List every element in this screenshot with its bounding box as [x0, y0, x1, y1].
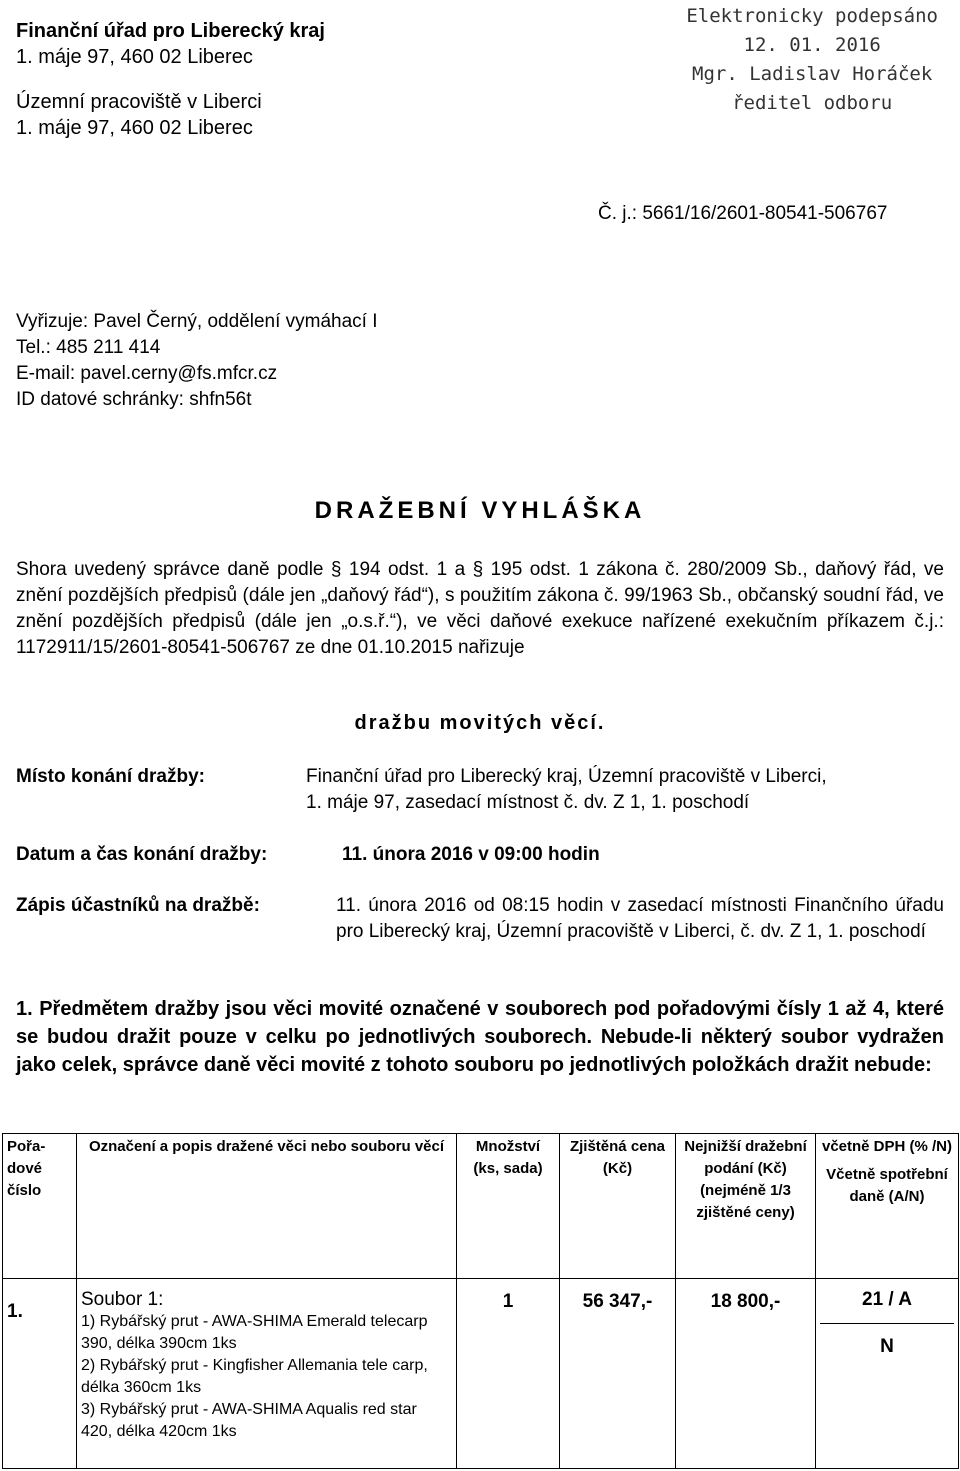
signature-role: ředitel odboru: [732, 92, 893, 114]
office-address: 1. máje 97, 460 02 Liberec: [16, 46, 253, 68]
signature-name: Mgr. Ladislav Horáček: [692, 63, 933, 85]
row-description: [77, 1279, 457, 1469]
auction-subject-paragraph: 1. Předmětem dražby jsou věci movité označené v souborech pod pořadovými čísly 1 až 4, které se budou dražit pouze v celku po jednotlivých souborech. Nebude-li některý soubor vydražen jako celek, správce daně věci movité z tohoto souboru po jednotlivých položkách dražit nebude:: [16, 998, 944, 1076]
row-price: 56 347,-: [560, 1279, 676, 1469]
lot-item: 2) Rybářský prut - Kingfisher Allemania tele carp, délka 360cm 1ks: [81, 1357, 428, 1396]
contact-handler: Vyřizuje: Pavel Černý, oddělení vymáhací I: [16, 311, 378, 332]
lot-item: 1) Rybářský prut - AWA-SHIMA Emerald telecarp 390, délka 390cm 1ks: [81, 1313, 428, 1352]
row-number: 1.: [3, 1279, 77, 1469]
venue-line-2: 1. máje 97, zasedací místnost č. dv. Z 1, 1. poschodí: [306, 792, 750, 813]
table-row: [3, 1279, 959, 1469]
contact-block: [16, 309, 378, 413]
row-excise: N: [820, 1323, 954, 1358]
reference-number: Č. j.: 5661/16/2601-80541-506767: [598, 203, 888, 224]
venue-line-1: Finanční úřad pro Liberecký kraj, Územní pracoviště v Liberci,: [306, 766, 827, 787]
signature-date: 12. 01. 2016: [743, 34, 881, 56]
header-quantity: Množství (ks, sada): [457, 1134, 560, 1279]
document-title: DRAŽEBNÍ VYHLÁŠKA: [314, 497, 646, 524]
contact-email: E-mail: pavel.cerny@fs.mfcr.cz: [16, 363, 278, 384]
datetime-value: 11. února 2016 v 09:00 hodin: [342, 844, 600, 865]
venue-label: Místo konání dražby:: [16, 766, 205, 787]
row-tax: [816, 1279, 959, 1469]
branch-address: 1. máje 97, 460 02 Liberec: [16, 117, 253, 139]
header-excise: Včetně spotřební daně (A/N): [826, 1166, 948, 1205]
header-tax: [816, 1134, 959, 1279]
header-order-number: Pořa-dové číslo: [3, 1134, 77, 1279]
branch-name: Územní pracoviště v Liberci: [16, 91, 262, 113]
header-vat: včetně DPH (% /N): [821, 1138, 953, 1155]
table-header-row: [3, 1134, 959, 1279]
header-min-bid: Nejnižší dražební podání (Kč) (nejméně 1/3 zjištěné ceny): [676, 1134, 816, 1279]
row-vat: 21 / A: [862, 1289, 912, 1310]
contact-phone: Tel.: 485 211 414: [16, 337, 161, 358]
electronic-signature: [686, 2, 938, 118]
header-price: Zjištěná cena (Kč): [560, 1134, 676, 1279]
office-name: Finanční úřad pro Liberecký kraj: [16, 20, 325, 42]
datetime-label: Datum a čas konání dražby:: [16, 844, 268, 865]
office-header: [16, 18, 325, 141]
document-subtitle: dražbu movitých věcí.: [354, 712, 606, 734]
intro-paragraph: Shora uvedený správce daně podle § 194 odst. 1 a § 195 odst. 1 zákona č. 280/2009 Sb., daňový řád, ve znění pozdějších předpisů (dále jen „daňový řád“), s použitím zákona č. 99/1963 Sb., občanský soudní řád, ve znění pozdějších předpisů (dále jen „o.s.ř.“), ve věci daňové exekuce nařízené exekučním příkazem č.j.: 1172911/15/2601-80541-506767 ze dne 01.10.2015 nařizuje: [16, 559, 944, 658]
auction-items-table: [2, 1133, 959, 1469]
registration-label: Zápis účastníků na dražbě:: [16, 895, 260, 916]
header-description: Označení a popis dražené věci nebo souboru věcí: [77, 1134, 457, 1279]
registration-value: 11. února 2016 od 08:15 hodin v zasedací místnosti Finančního úřadu pro Liberecký kraj, Územní pracoviště v Liberci, č. dv. Z 1, 1. poschodí: [336, 895, 944, 942]
lot-title: Soubor 1:: [81, 1289, 164, 1310]
lot-item: 3) Rybářský prut - AWA-SHIMA Aqualis red star 420, délka 420cm 1ks: [81, 1401, 417, 1440]
contact-databox: ID datové schránky: shfn56t: [16, 389, 252, 410]
row-min-bid: 18 800,-: [676, 1279, 816, 1469]
row-quantity: 1: [457, 1279, 560, 1469]
venue-value: [306, 764, 827, 816]
signature-line-1: Elektronicky podepsáno: [686, 5, 938, 27]
